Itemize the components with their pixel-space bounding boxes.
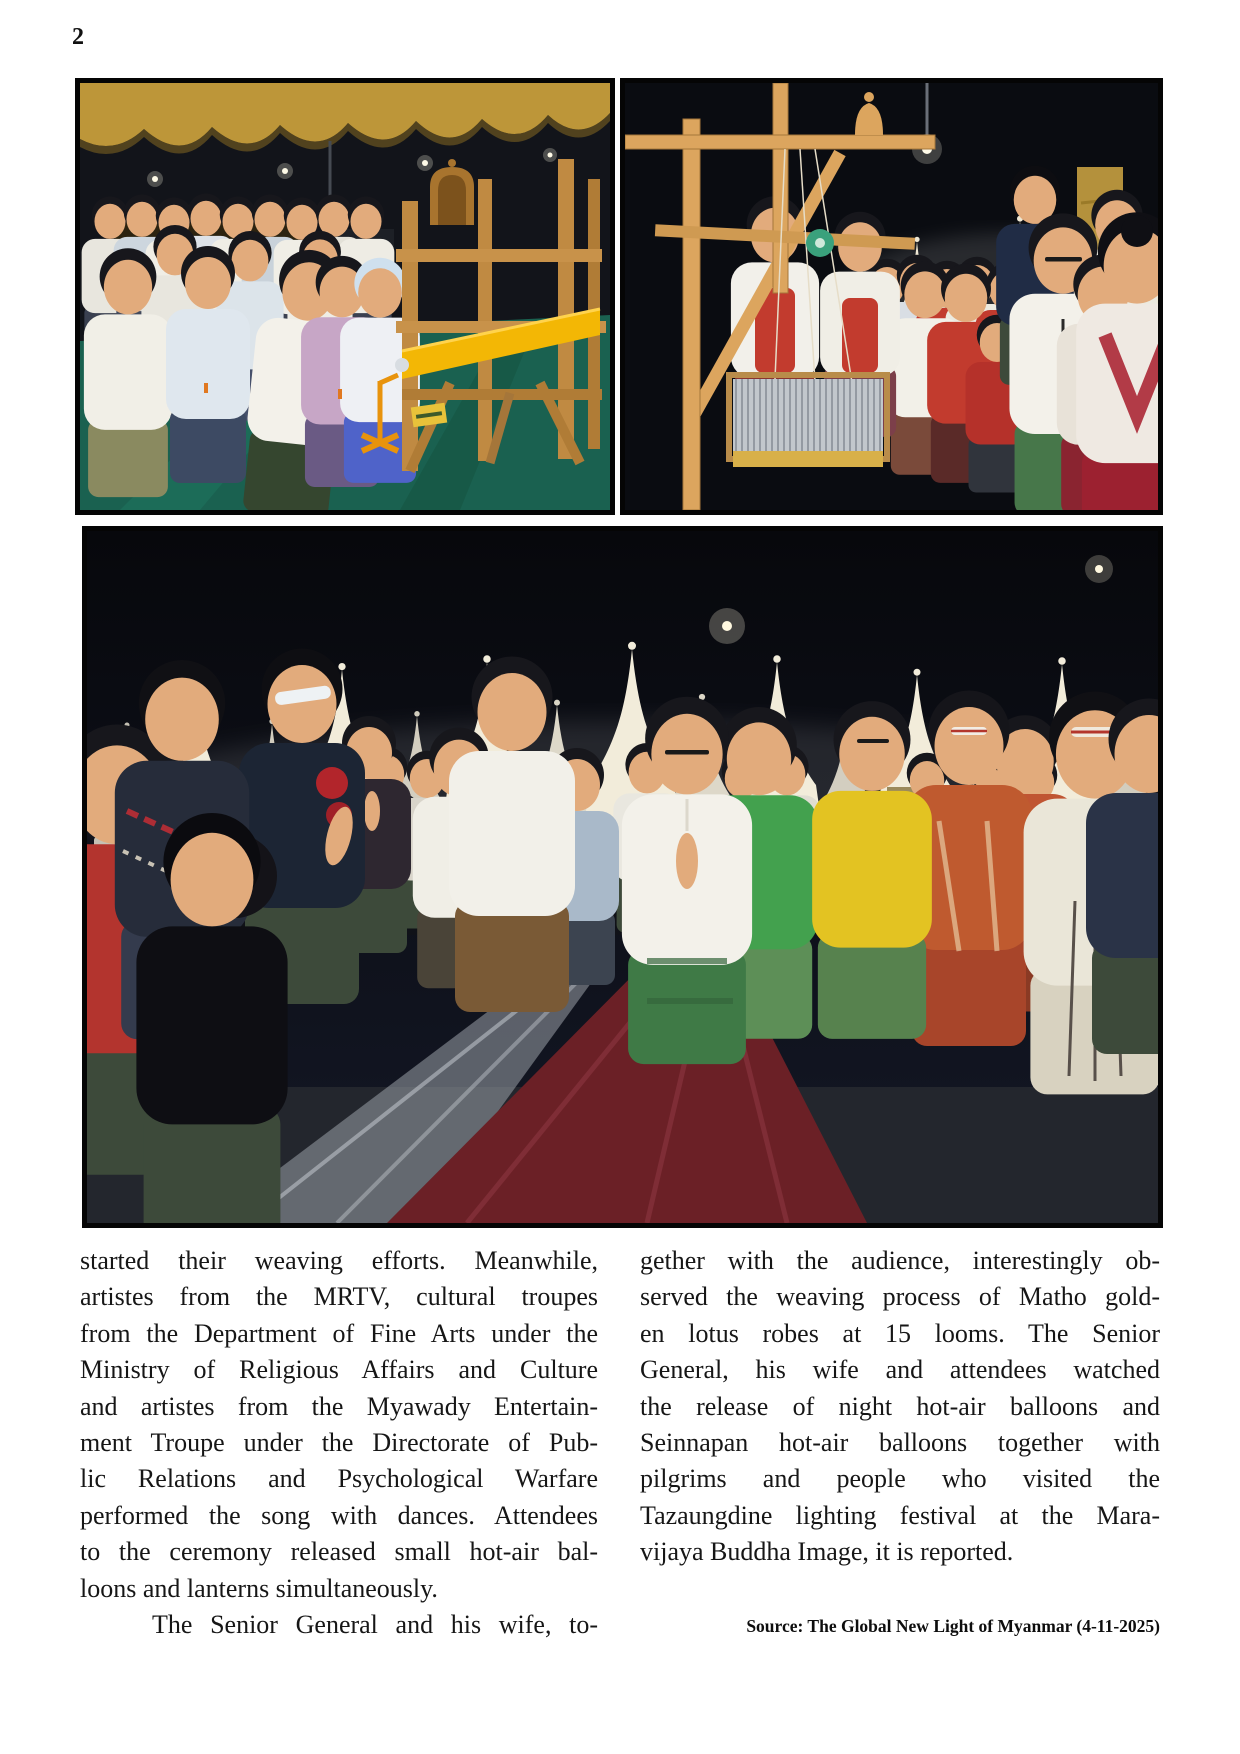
text-line: en lotus robes at 15 looms. The Senior: [640, 1318, 1160, 1348]
text-line: vijaya Buddha Image, it is reported.: [640, 1537, 1014, 1567]
glasses: [665, 750, 709, 755]
text-line: Tazaungdine lighting festival at the Mara-: [640, 1500, 1160, 1530]
text-line: from the Department of Fine Arts under the: [80, 1318, 598, 1348]
text-line: General, his wife and attendees watched: [640, 1355, 1160, 1385]
glasses: [1045, 257, 1082, 262]
photo-main-art: [87, 531, 1158, 1223]
photo-main: [82, 526, 1163, 1228]
warp-threads: [733, 451, 883, 467]
text-line: The Senior General and his wife, to-: [152, 1610, 598, 1640]
text-line: loons and lanterns simultaneously.: [80, 1573, 438, 1603]
photo-top-right-art: [625, 83, 1158, 510]
text-line: and artistes from the Myawady Entertain-: [80, 1391, 598, 1421]
reed-comb: [733, 379, 883, 451]
text-line: lic Relations and Psychological Warfare: [80, 1464, 598, 1494]
text-line: to the ceremony released small hot-air bal-: [80, 1537, 598, 1567]
page-number: 2: [72, 24, 84, 50]
photo-top-left: [75, 78, 615, 515]
photo-top-right: [620, 78, 1163, 515]
text-line: artistes from the MRTV, cultural troupes: [80, 1282, 598, 1312]
text-line: served the weaving process of Matho gold-: [640, 1282, 1160, 1312]
text-line: started their weaving efforts. Meanwhile,: [80, 1246, 598, 1275]
text-line: performed the song with dances. Attendees: [80, 1500, 598, 1530]
text-line: gether with the audience, interestingly ob-: [640, 1246, 1160, 1275]
text-line: pilgrims and people who visited the: [640, 1464, 1160, 1494]
senior-general-figure: [622, 697, 932, 1064]
red-garland: [316, 767, 348, 799]
article-column-left: [80, 1243, 598, 1643]
text-line: Seinnapan hot-air balloons together with: [640, 1428, 1160, 1458]
photo-top-left-art: [80, 83, 610, 510]
source-credit: Source: The Global New Light of Myanmar (4-11-2025): [746, 1616, 1160, 1636]
article-column-right: [640, 1243, 1160, 1571]
text-line: the release of night hot-air balloons and: [640, 1391, 1160, 1421]
text-line: ment Troupe under the Directorate of Pub-: [80, 1428, 598, 1458]
anjali-hands: [676, 833, 698, 889]
text-line: Ministry of Religious Affairs and Culture: [80, 1355, 598, 1385]
